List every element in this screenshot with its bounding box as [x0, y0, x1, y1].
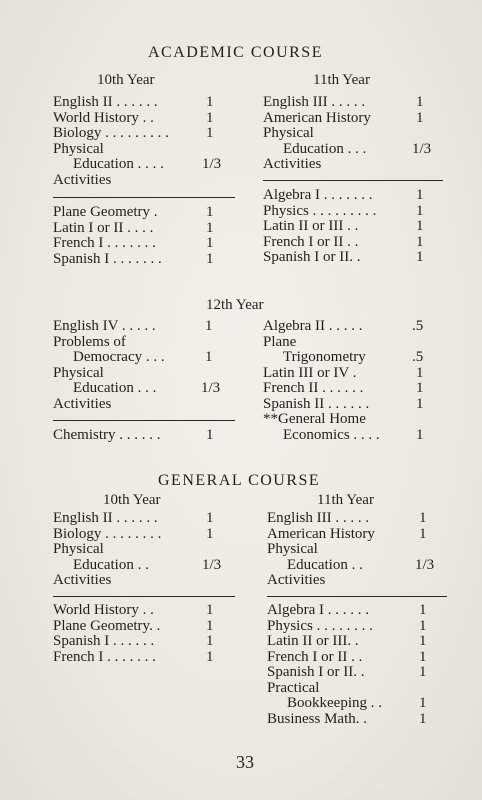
academic-course-title: ACADEMIC COURSE	[148, 44, 323, 61]
course-credit: 1	[419, 695, 427, 711]
academic-12th-year-heading: 12th Year	[206, 297, 264, 313]
course-line	[267, 525, 427, 543]
course-credit: 1	[416, 395, 424, 412]
general-10th-divider	[53, 596, 235, 597]
course-name: French I . . . . . . .	[53, 648, 156, 665]
course-line	[267, 602, 427, 619]
course-credit: 1/3	[201, 380, 221, 396]
academic-10th-electives-list	[53, 204, 214, 267]
course-name: Spanish I . . . . . .	[53, 633, 155, 649]
general-11th-divider	[267, 596, 447, 597]
course-name: World History . .	[53, 109, 154, 126]
course-name: Education . .	[287, 556, 363, 573]
course-name: English III . . . . .	[267, 510, 370, 526]
course-line	[53, 633, 214, 650]
course-line	[267, 573, 375, 589]
course-name: Physics . . . . . . . . .	[263, 202, 377, 219]
course-name: Spanish I . . . . . . .	[53, 250, 162, 267]
course-name: Latin III or IV .	[263, 364, 357, 381]
course-line	[267, 710, 427, 728]
course-name: American History	[263, 109, 371, 126]
course-name: Plane Geometry. .	[53, 617, 161, 634]
course-credit: 1	[205, 318, 213, 334]
course-credit: 1	[206, 125, 214, 141]
course-line	[263, 426, 424, 444]
course-credit: 1	[206, 648, 214, 665]
course-credit: 1	[206, 617, 214, 634]
course-line	[263, 109, 424, 127]
course-name: Algebra I . . . . . . .	[263, 187, 373, 203]
course-line	[53, 349, 213, 366]
course-credit: 1	[419, 633, 427, 649]
course-line	[263, 335, 380, 351]
course-name: French II . . . . . .	[263, 380, 364, 396]
academic-12th-divider	[53, 420, 235, 421]
course-line	[53, 235, 214, 252]
academic-10th-divider	[53, 197, 235, 198]
course-name: American History	[267, 525, 375, 542]
course-name: World History . .	[53, 602, 154, 618]
course-line	[263, 318, 424, 335]
course-credit: 1	[206, 94, 214, 110]
course-line	[53, 318, 213, 335]
course-name: Business Math. .	[267, 710, 368, 727]
course-name: English II . . . . . .	[53, 510, 158, 526]
course-name: French I . . . . . . .	[53, 235, 156, 251]
general-course-title: GENERAL COURSE	[158, 472, 321, 489]
course-name: Latin I or II . . . .	[53, 219, 154, 236]
course-credit: 1/3	[412, 140, 432, 157]
academic-12th-required-list	[53, 318, 221, 412]
course-line	[263, 157, 371, 173]
course-line	[53, 525, 214, 543]
course-credit: 1	[205, 349, 213, 365]
academic-11th-divider	[263, 180, 443, 181]
course-name: Spanish I or II. .	[267, 664, 365, 680]
course-credit: 1	[419, 710, 427, 727]
course-line	[267, 633, 427, 650]
course-name: French I or II . .	[267, 648, 363, 665]
course-line	[263, 412, 380, 428]
course-line	[53, 556, 222, 574]
course-credit: .5	[412, 318, 424, 334]
general-11th-required-list	[267, 510, 435, 589]
academic-12th-electives-list	[263, 318, 424, 443]
course-name: Physical	[53, 541, 104, 557]
course-line	[267, 542, 375, 558]
course-name: Activities	[267, 572, 326, 588]
course-name: Latin II or III. .	[267, 633, 359, 649]
course-line	[267, 556, 435, 574]
course-credit: 1	[206, 250, 214, 267]
course-credit: 1	[416, 109, 424, 126]
course-line	[263, 395, 424, 413]
course-line	[263, 94, 424, 111]
course-line	[53, 219, 214, 237]
course-line	[53, 204, 214, 221]
course-credit: 1	[416, 218, 424, 234]
course-name: Activities	[53, 171, 112, 188]
course-credit: 1	[416, 426, 424, 443]
course-line	[53, 335, 165, 351]
course-credit: .5	[412, 349, 424, 365]
course-line	[53, 173, 169, 189]
general-11th-electives-list	[267, 602, 427, 727]
course-name: Chemistry . . . . . .	[53, 427, 161, 443]
course-line	[267, 617, 427, 635]
course-name: French I or II . .	[263, 233, 359, 250]
course-name: Activities	[263, 156, 322, 172]
academic-10th-year-heading: 10th Year	[97, 72, 155, 88]
course-credit: 1	[206, 235, 214, 251]
course-name: Plane	[263, 333, 297, 350]
course-line	[53, 109, 214, 127]
course-credit: 1	[416, 187, 424, 203]
academic-10th-required-list	[53, 94, 222, 188]
course-line	[53, 573, 161, 589]
general-11th-year-heading: 11th Year	[317, 492, 374, 508]
course-credit: 1	[416, 202, 424, 219]
course-credit: 1	[206, 525, 214, 542]
course-credit: 1	[419, 617, 427, 634]
page-number: 33	[236, 752, 254, 772]
course-line	[53, 366, 165, 382]
course-line	[263, 187, 424, 204]
course-credit: 1	[206, 219, 214, 236]
course-credit: 1	[419, 664, 427, 680]
course-name: Physical	[263, 125, 314, 141]
course-line	[53, 380, 221, 397]
course-line	[53, 542, 161, 558]
course-name: Algebra II . . . . .	[263, 318, 363, 334]
course-line	[263, 233, 424, 251]
course-line	[53, 617, 214, 635]
course-name: Democracy . . .	[73, 349, 165, 365]
academic-12th-chemistry-list	[53, 427, 214, 444]
course-line	[53, 156, 222, 173]
course-name: Physical	[53, 140, 104, 157]
course-line	[263, 349, 424, 366]
course-name: Education . . . .	[73, 156, 164, 172]
course-name: Economics . . . .	[283, 426, 380, 443]
course-line	[263, 140, 432, 158]
course-name: Latin II or III . .	[263, 218, 359, 234]
course-line	[53, 602, 214, 619]
course-line	[53, 427, 214, 444]
course-credit: 1	[416, 380, 424, 396]
course-name: English IV . . . . .	[53, 318, 156, 334]
course-credit: 1	[206, 633, 214, 649]
course-credit: 1	[419, 525, 427, 542]
course-name: Physics . . . . . . . .	[267, 617, 373, 634]
course-credit: 1	[419, 602, 427, 618]
course-line	[267, 664, 427, 681]
course-name: Algebra I . . . . . .	[267, 602, 370, 618]
course-name: Spanish II . . . . . .	[263, 395, 370, 412]
course-credit: 1	[206, 427, 214, 443]
general-10th-year-heading: 10th Year	[103, 492, 161, 508]
academic-11th-required-list	[263, 94, 432, 173]
course-name: English II . . . . . .	[53, 94, 158, 110]
course-name: Bookkeeping . .	[287, 695, 382, 711]
course-name: English III . . . . .	[263, 94, 366, 110]
course-name: Biology . . . . . . . .	[53, 525, 162, 542]
course-line	[263, 218, 424, 235]
course-line	[53, 94, 214, 111]
general-10th-electives-list	[53, 602, 214, 665]
course-line	[53, 142, 169, 158]
course-name: Physical	[53, 364, 104, 381]
course-credit: 1	[416, 249, 424, 265]
course-credit: 1/3	[202, 556, 222, 573]
course-line	[53, 648, 214, 666]
course-line	[267, 695, 427, 712]
course-line	[267, 648, 427, 666]
course-name: Trigonometry	[283, 349, 366, 365]
course-name: Problems of	[53, 333, 126, 350]
course-credit: 1	[419, 648, 427, 665]
academic-11th-electives-list	[263, 187, 424, 266]
course-line	[263, 249, 424, 266]
course-name: Spanish I or II. .	[263, 249, 361, 265]
course-line	[263, 380, 424, 397]
course-line	[53, 510, 214, 527]
course-name: Plane Geometry .	[53, 204, 158, 220]
academic-11th-year-heading: 11th Year	[313, 72, 370, 88]
course-name: Physical	[267, 541, 318, 557]
course-credit: 1/3	[415, 556, 435, 573]
course-credit: 1	[206, 510, 214, 526]
course-name: Biology . . . . . . . . .	[53, 125, 169, 141]
course-name: Education . . .	[73, 380, 157, 396]
course-credit: 1	[416, 364, 424, 381]
general-10th-required-list	[53, 510, 222, 589]
course-line	[53, 250, 214, 268]
course-name: Activities	[53, 572, 112, 588]
course-credit: 1	[416, 94, 424, 110]
course-credit: 1	[206, 602, 214, 618]
course-credit: 1	[419, 510, 427, 526]
course-credit: 1	[206, 109, 214, 126]
course-line	[267, 681, 382, 697]
course-line	[53, 125, 214, 142]
course-name: Education . . .	[283, 140, 367, 157]
course-name: **General Home	[263, 411, 366, 427]
course-name: Practical	[267, 679, 320, 696]
course-name: Activities	[53, 395, 112, 412]
course-line	[53, 397, 165, 413]
course-credit: 1/3	[202, 156, 222, 172]
course-line	[263, 126, 371, 142]
course-credit: 1	[416, 233, 424, 250]
course-line	[267, 510, 427, 527]
course-line	[263, 364, 424, 382]
course-line	[263, 202, 424, 220]
course-credit: 1	[206, 204, 214, 220]
course-name: Education . .	[73, 556, 149, 573]
